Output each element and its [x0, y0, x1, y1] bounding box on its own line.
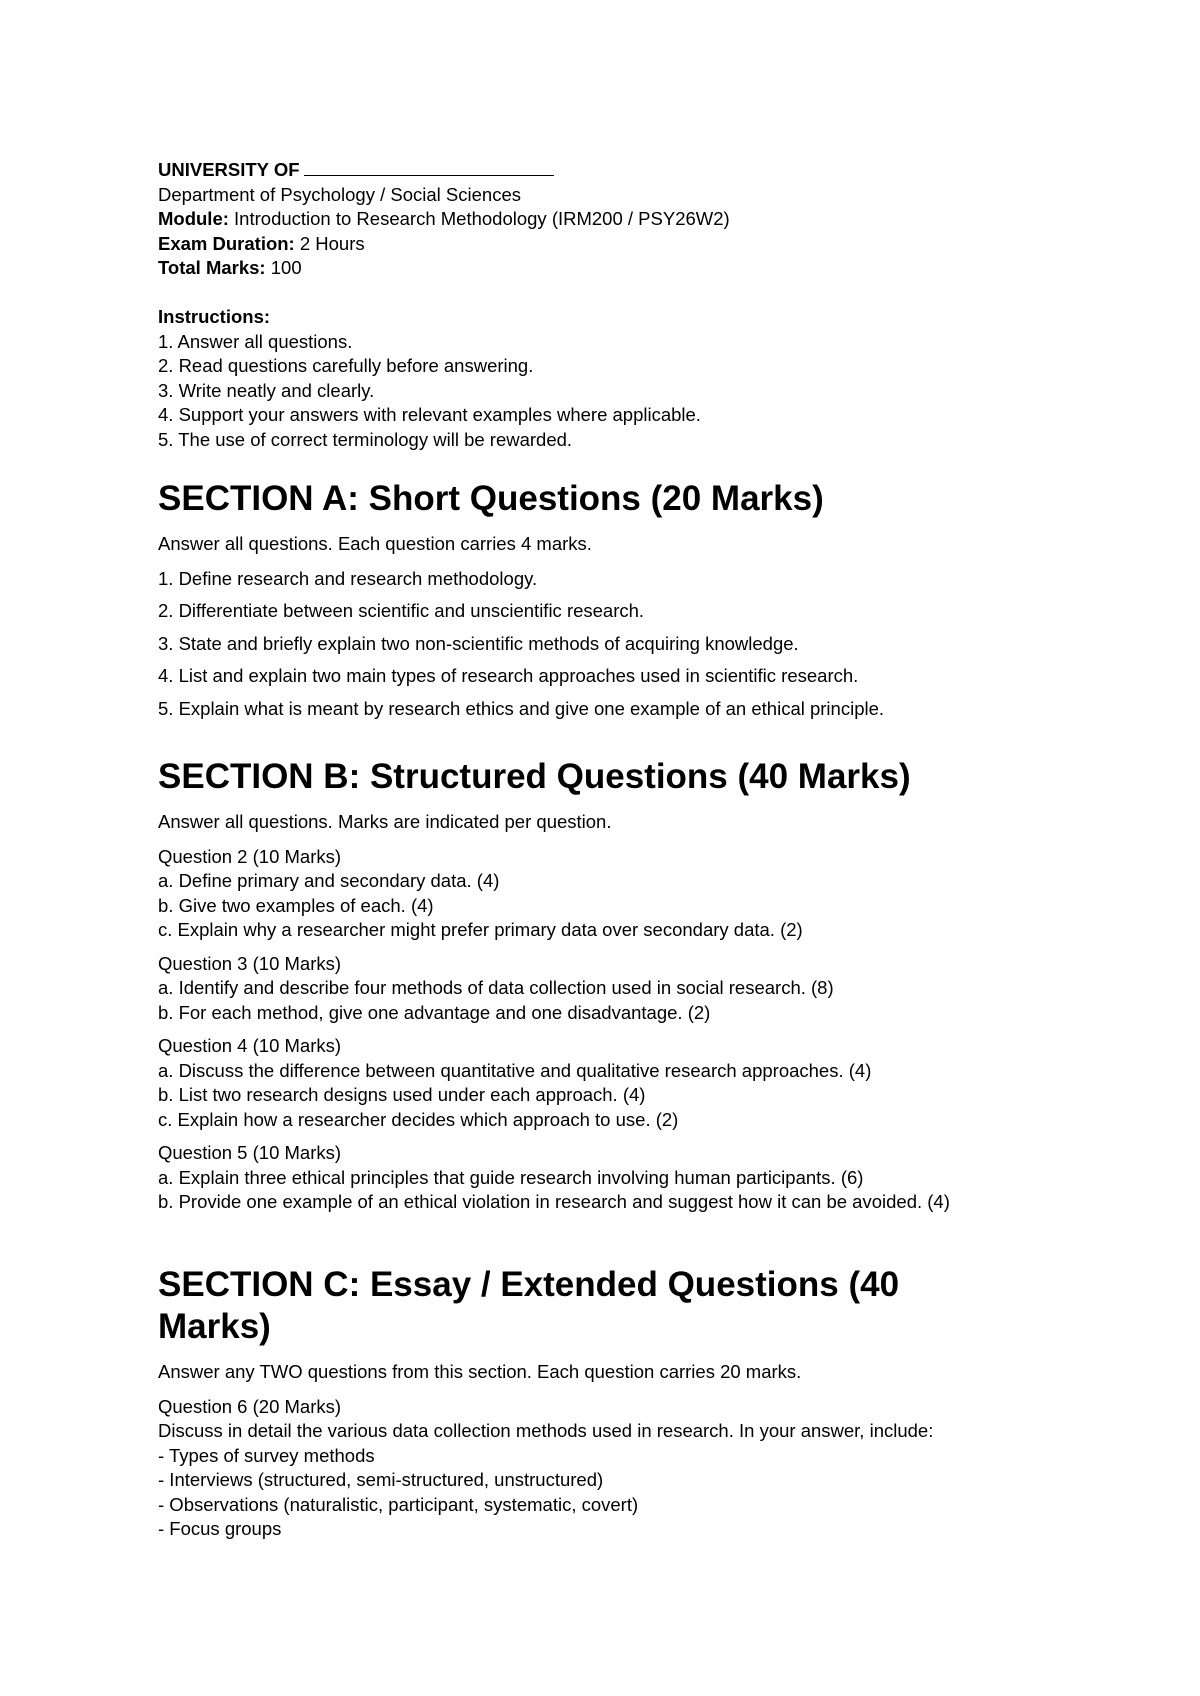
- module-line: [158, 207, 730, 232]
- question-heading: Question 5 (10 Marks): [158, 1142, 342, 1163]
- list-item: - Interviews (structured, semi-structured, unstructured): [158, 1469, 604, 1490]
- question-part: c. Explain how a researcher decides which approach to use. (2): [158, 1108, 679, 1130]
- module-value: Introduction to Research Methodology (IRM200 / PSY26W2): [234, 208, 730, 229]
- list-item: - Focus groups: [158, 1518, 282, 1539]
- question-heading: Question 3 (10 Marks): [158, 952, 342, 974]
- list-item: 1. Define research and research methodology.: [158, 567, 538, 589]
- total-marks-line: [158, 256, 730, 281]
- section-b-intro: Answer all questions. Marks are indicated per question.: [158, 811, 612, 832]
- section-c-title: [158, 1264, 933, 1348]
- module-label: Module:: [158, 208, 229, 229]
- question-prompt: Discuss in detail the various data collection methods used in research. In your answer, include:: [158, 1420, 934, 1441]
- duration-value: 2 Hours: [299, 232, 365, 254]
- list-item: 4. List and explain two main types of research approaches used in scientific research.: [158, 665, 859, 686]
- question-part: a. Identify and describe four methods of data collection used in social research. (8): [158, 977, 834, 998]
- list-item: 3. State and briefly explain two non-scientific methods of acquiring knowledge.: [158, 632, 799, 654]
- department-line: Department of Psychology / Social Sciences: [158, 183, 521, 205]
- university-line: [158, 158, 730, 183]
- instruction-item: 3. Write neatly and clearly.: [158, 379, 375, 401]
- list-item: - Observations (naturalistic, participant, systematic, covert): [158, 1493, 639, 1515]
- university-name-blank: [304, 161, 554, 176]
- question-part: a. Explain three ethical principles that guide research involving human participants. (6): [158, 1166, 864, 1188]
- exam-header: [158, 158, 730, 452]
- question-part: b. Provide one example of an ethical violation in research and suggest how it can be avoided. (4): [158, 1191, 950, 1212]
- section-c-intro: Answer any TWO questions from this section. Each question carries 20 marks.: [158, 1361, 802, 1382]
- instruction-item: 2. Read questions carefully before answering.: [158, 355, 534, 376]
- instructions-title: Instructions:: [158, 306, 271, 327]
- question-part: c. Explain why a researcher might prefer primary data over secondary data. (2): [158, 919, 803, 940]
- list-item: 5. Explain what is meant by research ethics and give one example of an ethical principle.: [158, 697, 885, 719]
- instruction-item: 4. Support your answers with relevant examples where applicable.: [158, 404, 701, 425]
- question-part: b. Give two examples of each. (4): [158, 894, 434, 916]
- list-item: 2. Differentiate between scientific and unscientific research.: [158, 600, 645, 621]
- list-item: - Types of survey methods: [158, 1444, 375, 1466]
- question-part: a. Define primary and secondary data. (4): [158, 870, 500, 891]
- question-block: [158, 952, 950, 1026]
- question-heading: Question 2 (10 Marks): [158, 845, 342, 867]
- section-a-questions: [158, 567, 884, 722]
- section-a: [158, 478, 884, 729]
- duration-label: Exam Duration:: [158, 232, 295, 254]
- question-part: a. Discuss the difference between quantitative and qualitative research approaches. (4): [158, 1059, 872, 1081]
- instruction-item: 1. Answer all questions.: [158, 330, 353, 352]
- section-c-title-line2: Marks): [158, 1307, 271, 1346]
- question-block: [158, 845, 950, 943]
- question-heading: Question 4 (10 Marks): [158, 1035, 342, 1056]
- section-b: [158, 756, 950, 1224]
- section-a-title: SECTION A: Short Questions (20 Marks): [158, 479, 824, 518]
- question-block: [158, 1034, 950, 1132]
- question-block: [158, 1395, 933, 1542]
- section-a-intro: Answer all questions. Each question carries 4 marks.: [158, 533, 592, 554]
- duration-line: [158, 232, 730, 257]
- question-heading: Question 6 (20 Marks): [158, 1395, 342, 1417]
- university-label: UNIVERSITY OF: [158, 159, 300, 180]
- section-b-title: SECTION B: Structured Questions (40 Marks): [158, 757, 911, 796]
- question-part: b. For each method, give one advantage and one disadvantage. (2): [158, 1001, 711, 1023]
- section-c: [158, 1264, 933, 1551]
- total-marks-label: Total Marks:: [158, 257, 266, 278]
- question-block: [158, 1141, 950, 1215]
- section-c-title-line1: SECTION C: Essay / Extended Questions (40: [158, 1265, 900, 1304]
- total-marks-value: 100: [270, 257, 302, 278]
- question-part: b. List two research designs used under each approach. (4): [158, 1084, 646, 1105]
- instruction-item: 5. The use of correct terminology will be rewarded.: [158, 428, 573, 450]
